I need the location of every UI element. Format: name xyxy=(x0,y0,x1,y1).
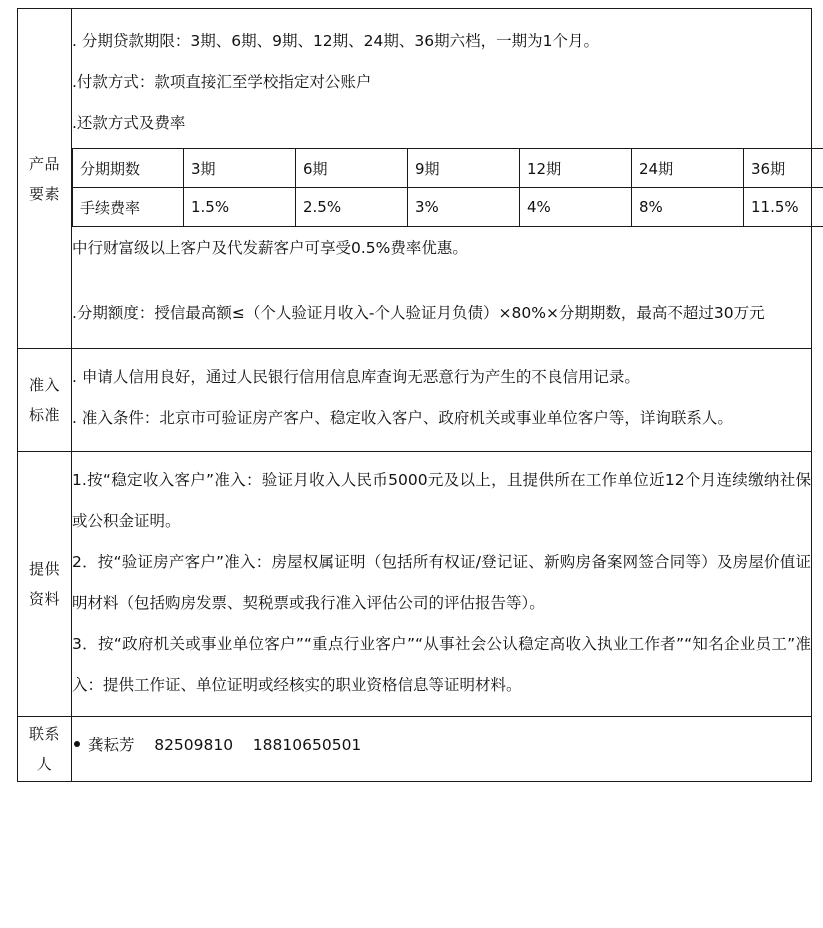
paragraph-loan-term: . 分期贷款期限：3期、6期、9期、12期、24期、36期六档，一期为1个月。 xyxy=(72,32,599,50)
row-label-line-2: 人 xyxy=(36,755,53,773)
product-spec-table xyxy=(17,8,812,782)
paragraph-rate-discount-note: 中行财富级以上客户及代发薪客户可享受0.5%费率优惠。 xyxy=(72,239,468,257)
paragraph-repayment-and-rate: .还款方式及费率 xyxy=(72,114,186,132)
table-row-product-elements xyxy=(18,9,812,349)
row-content-product-elements xyxy=(72,9,812,349)
row-label-line-2: 标准 xyxy=(28,406,60,424)
row-label-contact xyxy=(18,717,72,782)
rate-header-12: 12期 xyxy=(520,149,632,188)
paragraph-admission-conditions: . 准入条件：北京市可验证房产客户、稳定收入客户、政府机关或事业单位客户等，详询联系人。 xyxy=(72,409,733,427)
rate-fee-36: 11.5% xyxy=(744,188,823,227)
rate-header-9: 9期 xyxy=(408,149,520,188)
paragraph-credit-record: . 申请人信用良好，通过人民银行信用信息库查询无恶意行为产生的不良信用记录。 xyxy=(72,368,640,386)
paragraph-material-item-2: 2．按“验证房产客户”准入：房屋权属证明（包括所有权证/登记证、新购房备案网签合同等）及房屋价值证明材料（包括购房发票、契税票或我行准入评估公司的评估报告等）。 xyxy=(72,553,811,612)
contact-list-item xyxy=(72,731,811,759)
rate-fee-24: 8% xyxy=(632,188,744,227)
rate-fee-6: 2.5% xyxy=(296,188,408,227)
row-label-line-2: 资料 xyxy=(28,590,60,608)
rate-fee-label: 手续费率 xyxy=(73,188,184,227)
rate-fee-12: 4% xyxy=(520,188,632,227)
row-label-line-1: 产品 xyxy=(28,154,60,173)
paragraph-spacer xyxy=(72,267,811,293)
row-content-contact xyxy=(72,717,812,782)
row-content-admission-criteria xyxy=(72,349,812,452)
row-content-required-materials xyxy=(72,452,812,717)
rate-header-36: 36期 xyxy=(744,149,823,188)
row-label-line-1: 联系 xyxy=(28,725,60,743)
row-label-line-2: 要素 xyxy=(28,184,60,203)
rate-table-header-row xyxy=(73,149,823,188)
rate-header-periods: 分期期数 xyxy=(73,149,184,188)
rate-header-6: 6期 xyxy=(296,149,408,188)
paragraph-material-item-1: 1.按“稳定收入客户”准入：验证月收入人民币5000元及以上，且提供所在工作单位近12个月连续缴纳社保或公积金证明。 xyxy=(72,471,811,530)
bullet-point-icon xyxy=(74,741,80,747)
table-row-contact xyxy=(18,717,812,782)
contact-details: 龚耘芳 82509810 18810650501 xyxy=(88,736,362,754)
table-row-admission-criteria xyxy=(18,349,812,452)
rate-fee-9: 3% xyxy=(408,188,520,227)
row-label-line-1: 提供 xyxy=(28,560,60,578)
paragraph-material-item-3: 3．按“政府机关或事业单位客户”“重点行业客户”“从事社会公认稳定高收入执业工作者”“知名企业员工”准入：提供工作证、单位证明或经核实的职业资格信息等证明材料。 xyxy=(72,635,811,694)
rate-table-fee-row xyxy=(73,188,823,227)
installment-rate-table xyxy=(72,148,823,227)
rate-header-24: 24期 xyxy=(632,149,744,188)
row-label-product-elements xyxy=(18,9,72,349)
table-row-required-materials xyxy=(18,452,812,717)
rate-header-3: 3期 xyxy=(184,149,296,188)
row-label-required-materials xyxy=(18,452,72,717)
paragraph-credit-quota: .分期额度：授信最高额≤（个人验证月收入-个人验证月负债）×80%×分期期数，最高不超过30万元 xyxy=(72,304,765,322)
rate-fee-3: 1.5% xyxy=(184,188,296,227)
row-label-admission-criteria xyxy=(18,349,72,452)
paragraph-payment-method: .付款方式：款项直接汇至学校指定对公账户 xyxy=(72,73,372,91)
row-label-line-1: 准入 xyxy=(28,376,60,394)
